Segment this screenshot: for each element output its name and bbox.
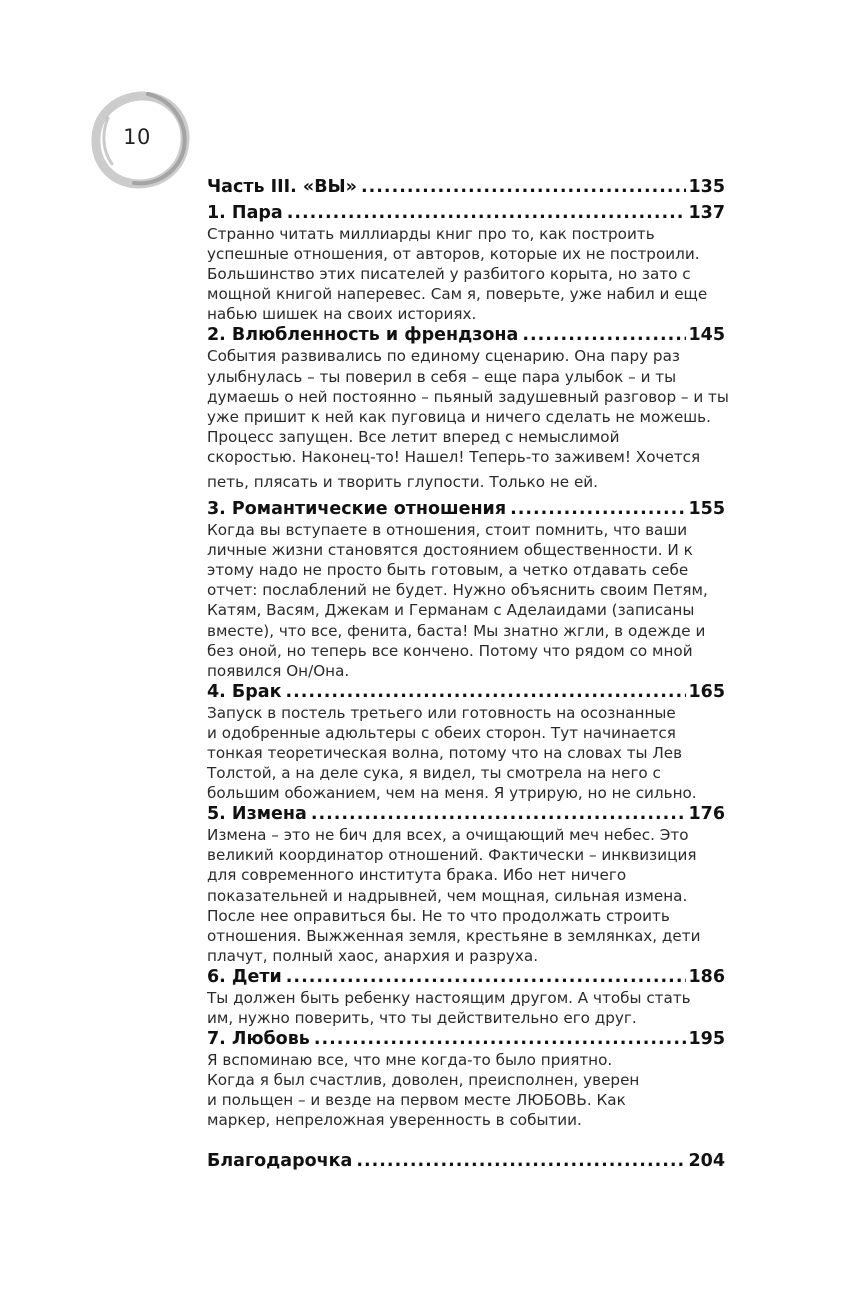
toc-entry-title: 1. Пара (207, 203, 283, 223)
toc-part-entry (207, 176, 725, 198)
dot-leader (510, 498, 686, 520)
description-line: великий координатор отношений. Фактически – инквизиция (207, 846, 697, 865)
toc-entry-page: 165 (688, 681, 725, 702)
toc-entry-heading[interactable] (207, 1028, 725, 1050)
toc-entry-heading[interactable] (207, 202, 725, 224)
description-line: им, нужно поверить, что ты действительно его друг. (207, 1009, 637, 1027)
toc-entry-description (207, 1050, 725, 1130)
description-line: и польщен – и везде на первом месте ЛЮБОВЬ. Как (207, 1091, 626, 1110)
toc-final-entry (207, 1150, 725, 1172)
toc-chapter-entry (207, 1028, 725, 1130)
toc-entry-page: 195 (688, 1029, 725, 1050)
description-line: Большинство этих писателей у разбитого корыта, но зато с (207, 265, 691, 284)
dot-leader (285, 681, 686, 703)
description-line: Когда вы вступаете в отношения, стоит помнить, что ваши (207, 521, 688, 540)
toc-entry-description (207, 346, 729, 498)
description-line: Толстой, а на деле сука, я видел, ты смотрела на него с (207, 764, 661, 783)
toc-entry-heading[interactable] (207, 498, 725, 520)
description-line: Ты должен быть ребенку настоящим другом. А чтобы стать (207, 988, 691, 1007)
description-line: Измена – это не бич для всех, а очищающий меч небес. Это (207, 826, 689, 845)
toc-entry-heading[interactable] (207, 803, 725, 825)
dot-leader (361, 176, 686, 198)
toc-entry-description (207, 703, 725, 803)
toc-entry-page: 135 (688, 177, 725, 197)
description-line: думаешь о ней постоянно – пьяный задушевный разговор – и ты (207, 387, 729, 406)
page-number-badge (88, 88, 192, 192)
toc-entry-description (207, 224, 725, 324)
description-line: отношения. Выжженная земля, крестьяне в землянках, дети (207, 926, 701, 945)
toc-entry-description (207, 825, 725, 966)
description-line: Я вспоминаю все, что мне когда-то было приятно. (207, 1051, 613, 1070)
description-line: отчет: послаблений не будет. Нужно объяснить своим Петям, (207, 581, 708, 600)
dot-leader (314, 1028, 687, 1050)
toc-entry-title: Часть III. «ВЫ» (207, 177, 357, 197)
toc-chapter-entry (207, 202, 725, 324)
toc-entry-page: 145 (688, 325, 725, 346)
toc-entry-title: 6. Дети (207, 966, 282, 987)
toc-entry-page: 204 (688, 1151, 725, 1172)
toc-chapter-entry (207, 681, 725, 803)
toc-entry-page: 137 (688, 203, 725, 223)
toc-entry-heading[interactable] (207, 324, 725, 346)
description-line: уже пришит к ней как пуговица и ничего сделать не можешь. (207, 407, 711, 426)
description-line: вместе), что все, фенита, баста! Мы знатно жгли, в одежде и (207, 621, 706, 640)
description-line: без оной, но теперь все кончено. Потому что рядом со мной (207, 641, 693, 660)
description-line: маркер, непреложная уверенность в событии. (207, 1111, 582, 1130)
dot-leader (522, 324, 686, 346)
toc-entry-page: 155 (688, 499, 725, 520)
description-line: большим обожанием, чем на меня. Я утрирую, но не сильно. (207, 784, 697, 803)
dot-leader (356, 1150, 686, 1172)
description-line: После нее оправиться бы. Не то что продолжать строить (207, 906, 670, 925)
toc-entry-title: 4. Брак (207, 681, 282, 702)
toc-entry-description (207, 520, 725, 681)
description-line: Процесс запущен. Все летит вперед с немыслимой (207, 427, 620, 446)
toc-entry-title: 5. Измена (207, 804, 307, 825)
description-line: показательней и надрывней, чем мощная, сильная измена. (207, 886, 688, 905)
dot-leader (311, 803, 687, 825)
description-line: для современного института брака. Ибо нет ничего (207, 866, 627, 885)
description-line: плачут, полный хаос, анархия и разруха. (207, 946, 539, 965)
description-line: События развивались по единому сценарию. Она пару раз (207, 347, 680, 366)
toc-chapter-entry (207, 324, 729, 498)
toc-chapter-entry (207, 966, 725, 1028)
description-line: Катям, Васям, Джекам и Германам с Аделаидами (записаны (207, 601, 695, 620)
description-line: тонкая теоретическая волна, потому что на словах ты Лев (207, 743, 683, 762)
description-line: Странно читать миллиарды книг про то, как построить (207, 225, 655, 243)
description-line: Запуск в постель третьего или готовность на осознанные (207, 703, 676, 722)
description-line: успешные отношения, от авторов, которые их не построили. (207, 245, 700, 264)
toc-entry-heading[interactable] (207, 176, 725, 198)
description-line: набью шишек на своих историях. (207, 305, 477, 324)
page-number: 10 (123, 125, 151, 149)
toc-entry-title: 3. Романтические отношения (207, 499, 507, 520)
table-of-contents (207, 176, 729, 1172)
toc-entry-title: 2. Влюбленность и френдзона (207, 325, 519, 346)
toc-entry-heading[interactable] (207, 681, 725, 703)
description-line: и одобренные адюльтеры с обеих сторон. Тут начинается (207, 723, 676, 742)
toc-chapter-entry (207, 498, 725, 681)
description-line: улыбнулась – ты поверил в себя – еще пара улыбок – и ты (207, 367, 677, 386)
toc-entry-title: Благодарочка (207, 1151, 353, 1172)
dot-leader (287, 202, 687, 224)
description-line: скоростью. Наконец-то! Нашел! Теперь-то заживем! Хочется (207, 447, 701, 466)
description-line: этому надо не просто быть готовым, а четко отдавать себе (207, 561, 689, 580)
toc-entry-title: 7. Любовь (207, 1029, 310, 1050)
description-line: появился Он/Она. (207, 661, 350, 680)
description-line: Когда я был счастлив, доволен, преисполнен, уверен (207, 1071, 640, 1090)
toc-chapter-entry (207, 803, 725, 966)
toc-entry-heading[interactable] (207, 966, 725, 988)
description-line: личные жизни становятся достоянием общественности. И к (207, 541, 693, 560)
toc-entry-page: 186 (688, 966, 725, 987)
description-line: петь, плясать и творить глупости. Только не ей. (207, 473, 598, 492)
dot-leader (286, 966, 687, 988)
description-line: мощной книгой наперевес. Сам я, поверьте, уже набил и еще (207, 285, 708, 304)
toc-entry-description (207, 988, 725, 1028)
toc-entry-page: 176 (688, 804, 725, 825)
toc-entry-heading[interactable] (207, 1150, 725, 1172)
